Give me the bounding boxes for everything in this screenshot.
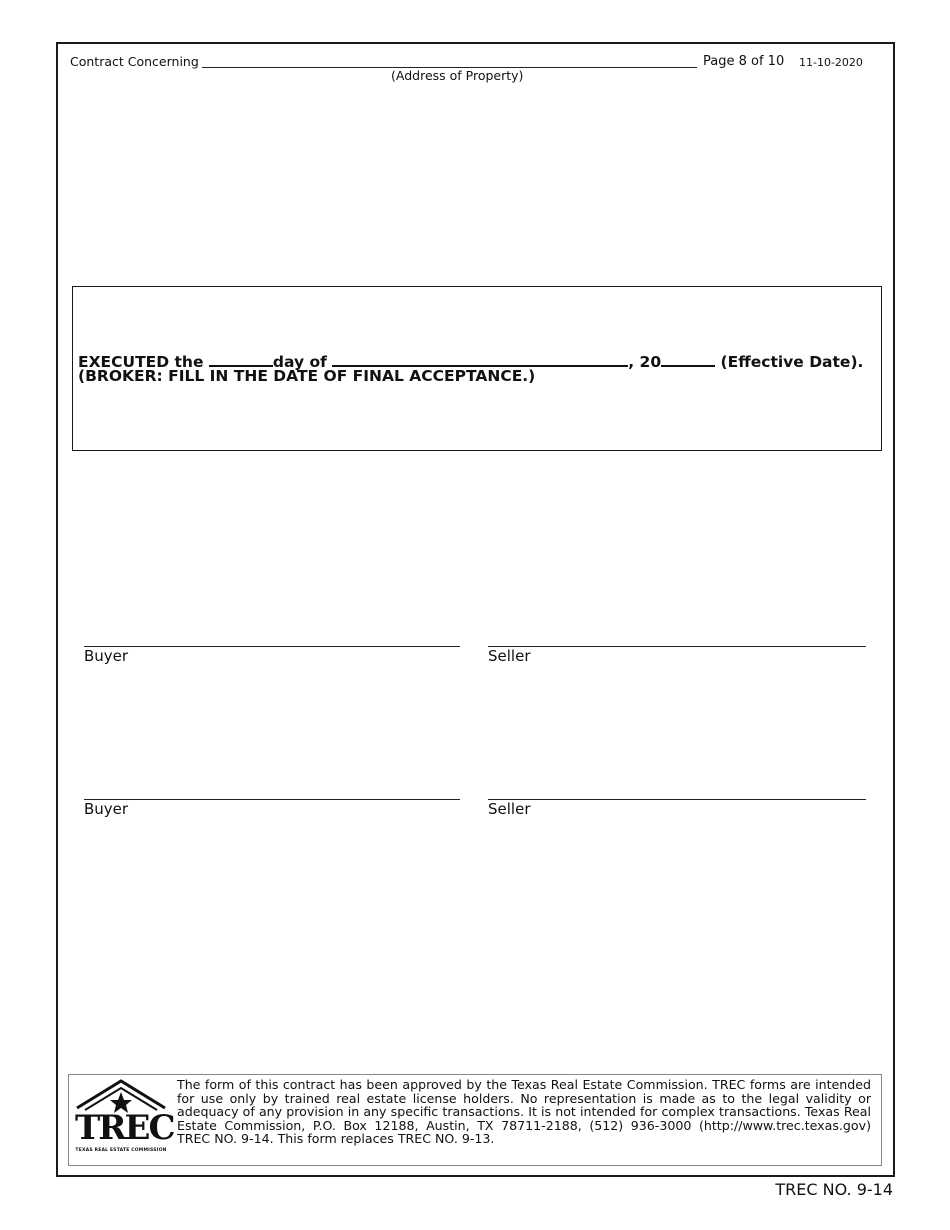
execution-day-blank[interactable]	[209, 351, 273, 367]
seller-signature-line-2[interactable]	[488, 799, 866, 800]
broker-instruction: (BROKER: FILL IN THE DATE OF FINAL ACCEPTANCE.)	[78, 367, 536, 385]
year-prefix-label: , 20	[628, 353, 662, 371]
execution-month-blank[interactable]	[332, 351, 628, 367]
contract-concerning-label: Contract Concerning	[70, 54, 199, 69]
page-number: Page 8 of 10	[703, 54, 785, 69]
logo-subtext: TEXAS REAL ESTATE COMMISSION	[75, 1148, 167, 1153]
day-of-label: day of	[272, 353, 327, 371]
page-frame	[56, 42, 895, 1177]
trec-logo	[75, 1078, 174, 1158]
address-of-property-caption: (Address of Property)	[391, 68, 524, 83]
buyer-label-2: Buyer	[84, 800, 129, 818]
buyer-signature-line-2[interactable]	[84, 799, 460, 800]
logo-wordmark: TREC	[75, 1108, 174, 1148]
effective-date-label: (Effective Date).	[720, 353, 864, 371]
approval-notice: The form of this contract has been approved by the Texas Real Estate Commission. TREC forms are intended for use only by trained real estate license holders. No representation is made as to the legal validity or adequacy of any provision in any specific transactions. It is not intended for complex transactions. Texas Real Estate Commission, P.O. Box 12188, Austin, TX 78711-2188, (512) 936-3000 (http://www.trec.texas.gov) TREC NO. 9-14. This form replaces TREC NO. 9-13.	[177, 1077, 871, 1147]
execution-box	[72, 286, 882, 451]
seller-label-2: Seller	[488, 800, 531, 818]
buyer-label-1: Buyer	[84, 647, 129, 665]
executed-the-label: EXECUTED the	[78, 353, 204, 371]
execution-year-blank[interactable]	[661, 351, 715, 367]
buyer-signature-line-1[interactable]	[84, 646, 460, 647]
trec-footer	[68, 1074, 882, 1166]
seller-signature-line-1[interactable]	[488, 646, 866, 647]
form-number: TREC NO. 9-14	[775, 1180, 893, 1199]
seller-label-1: Seller	[488, 647, 531, 665]
form-revision-date: 11-10-2020	[799, 56, 863, 69]
